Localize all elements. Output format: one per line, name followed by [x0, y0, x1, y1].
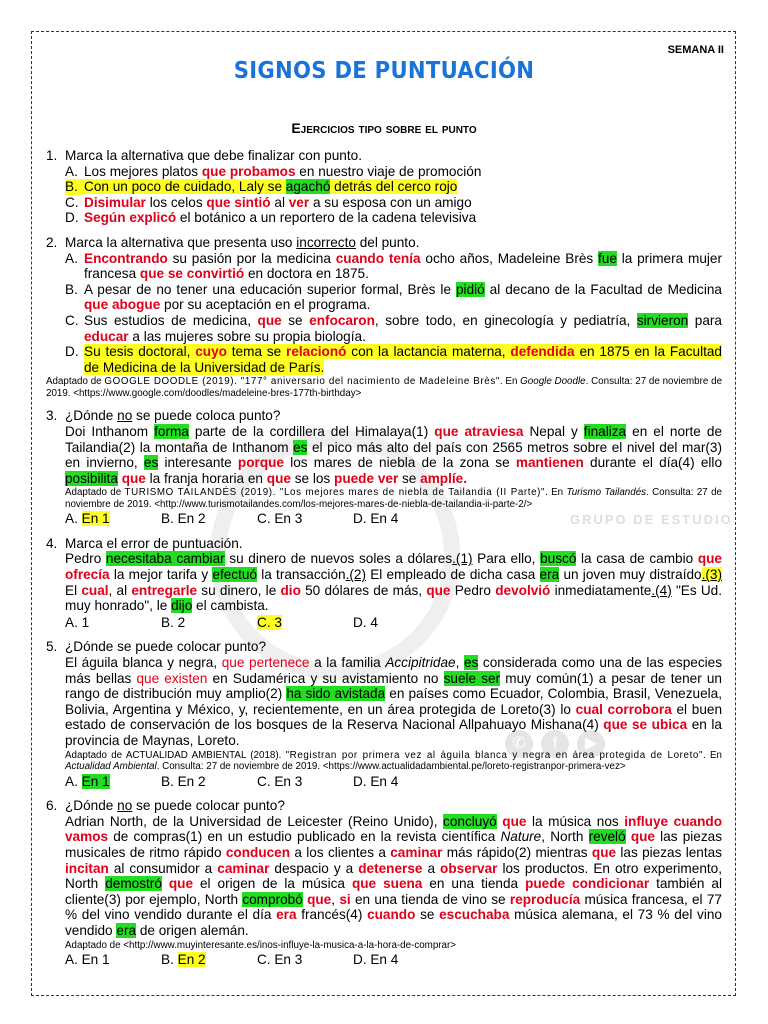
option-c: C. Disimular los celos que sintió al ver a su esposa con un amigo — [65, 194, 472, 210]
question-stem: Marca la alternativa que debe finalizar con punto. — [65, 148, 362, 163]
question-6: 6. ¿Dónde no se puede colocar punto? Adrian North, de la Universidad de Leicester (Reino Unido), concluyó que la música nos influye cuando vamos de compras(1) en un estudio publicado en la revista científica Nature, North reveló que las piezas musicales de ritmo rápido conducen a los clientes a caminar más rápido(2) mientras que las piezas lentas incitan al consumidor a caminar despacio y a detenerse a observar los productos. En otro experimento, North demostró que el origen de la música que suena en una tienda puede condicionar también al cliente(3) por ejemplo, North comprobó que, si en una tienda de vino se reproducía música francesa, el 77 % del vino vendido durante el día era francés(4) cuando se escuchaba música alemana, el 73 % del vino vendido era de origen alemán. Adaptado de <http://www.muyinteresante.es/inos-influye-la-musica-a-la-hora-de-comprar> A. En 1 B. En 2 C. En 3 D. En 4 — [46, 798, 722, 968]
option-d: D. En 4 — [353, 773, 399, 789]
question-stem: Marca la alternativa que presenta uso incorrecto del punto. — [65, 234, 420, 250]
option-d: D. Según explicó el botánico a un reportero de la cadena televisiva — [65, 210, 477, 226]
option-c: C. En 3 — [257, 773, 303, 789]
option-a: A. En 1 — [65, 952, 110, 968]
passage-text: Adrian North, de la Universidad de Leicester (Reino Unido), concluyó que la música nos influye cuando vamos de compras(1) en un estudio publicado en la revista científica Nature, North reveló que las piezas musicales de ritmo rápido conducen a los clientes a caminar más rápido(2) mientras que las piezas lentas incitan al consumidor a caminar despacio y a detenerse a observar los productos. En otro experimento, North demostró que el origen de la música que suena en una tienda puede condicionar también al cliente(3) por ejemplo, North comprobó que, si en una tienda de vino se reproducía música francesa, el 77 % del vino vendido durante el día era francés(4) cuando se escuchaba música alemana, el 73 % del vino vendido era de origen alemán. — [65, 813, 722, 938]
question-5: 5. ¿Dónde se puede colocar punto? El águila blanca y negra, que pertenece a la familia Accipitridae, es considerada como una de las especies más bellas que existen en Sudamérica y su avistamiento no suele ser muy común(1) a pesar de tener un rango de distribución muy amplio(2) ha sido avistada en países como Ecuador, Colombia, Brasil, Venezuela, Bolivia, Argentina y México, y, recientemente, en un área protegida de Loreto(3) lo cual corrobora el buen estado de conservación de los bosques de la Reserva Nacional Allpahuayo Mishana(4) que se ubica en la provincia de Maynas, Loreto. Adaptado de ACTUALIDAD AMBIENTAL (2018). "Registran por primera vez al águila blanca y negra en área protegida de Loreto". En Actualidad Ambiental. Consulta: 27 de noviembre de 2019. <https://www.actualidadambiental.pe/loreto-registranpor-primera-vez> A. En 1 B. En 2 C. En 3 D. En 4 — [46, 639, 723, 789]
source-citation: Adaptado de GOOGLE DOODLE (2019). "177° aniversario del nacimiento de Madeleine Brès". En Google Doodle. Consulta: 27 de noviembre de 2019. <https://www.google.com/doodles/madeleine-bres-177th-birthday> — [46, 376, 723, 399]
option-a: A. Encontrando su pasión por la medicina cuando tenía ocho años, Madeleine Brès fue la primera mujer francesa que se convirtió en doctora en 1875. — [65, 250, 722, 282]
option-c: C. 3 — [257, 614, 282, 630]
option-a: A. En 1 — [65, 773, 110, 789]
option-b: B. En 2 — [161, 952, 206, 968]
option-b: B. Con un poco de cuidado, Laly se agachó detrás del cerco rojo — [65, 179, 458, 195]
option-b: B. 2 — [161, 614, 186, 630]
answer-options — [46, 952, 722, 968]
answer-options — [46, 511, 722, 527]
page-title: SIGNOS DE PUNTUACIÓN — [233, 58, 535, 84]
facebook-icon: f — [541, 730, 569, 758]
answer-options — [46, 615, 722, 631]
passage-text: Doi Inthanom forma parte de la cordillera del Himalaya(1) que atraviesa Nepal y finaliza en el norte de Tailandia(2) la montaña de Inthanom es el pico más alto del país con 2565 metros sobre el nivel del mar(3) en invierno, es interesante porque los mares de niebla de la zona se mantienen durante el día(4) ello posibilita que la franja horaria en que se los puede ver se amplíe. — [65, 423, 723, 486]
whatsapp-icon: ✆ — [505, 730, 533, 758]
option-b: B. En 2 — [161, 511, 206, 527]
week-label: SEMANA II — [667, 44, 724, 56]
question-4: 4. Marca el error de puntuación. Pedro necesitaba cambiar su dinero de nuevos soles a dólares.(1) Para ello, buscó la casa de cambio que ofrecía la mejor tarifa y efectuó la transacción.(2) El empleado de dicha casa era un joven muy distraído.(3) El cual, al entregarle su dinero, le dio 50 dólares de más, que Pedro devolvió inmediatamente.(4) "Es Ud. muy honrado", le dijo el cambista. A. 1 B. 2 C. 3 D. 4 — [46, 535, 723, 630]
option-a: A. En 1 — [65, 511, 110, 527]
passage-text: Pedro necesitaba cambiar su dinero de nuevos soles a dólares.(1) Para ello, buscó la casa de cambio que ofrecía la mejor tarifa y efectuó la transacción.(2) El empleado de dicha casa era un joven muy distraído.(3) El cual, al entregarle su dinero, le dio 50 dólares de más, que Pedro devolvió inmediatamente.(4) "Es Ud. muy honrado", le dijo el cambista. — [65, 551, 723, 614]
option-a: A. Los mejores platos que probamos en nuestro viaje de promoción — [65, 163, 482, 179]
option-a: A. 1 — [65, 614, 90, 630]
option-d: D. 4 — [353, 614, 378, 630]
option-d: D. En 4 — [353, 952, 399, 968]
source-citation: Adaptado de TURISMO TAILANDÉS (2019). "Los mejores mares de niebla de Tailandia (II Parte)". En Turismo Tailandés. Consulta: 27 de noviembre de 2019. <http://www.turismotailandes.com/los-mejores-mares-de-niebla-de-tailandia-ii-parte-2/> — [65, 487, 722, 510]
option-d: D. Su tesis doctoral, cuyo tema se relacionó con la lactancia materna, defendida en 1875 en la Facultad de Medicina de la Universidad de París. — [65, 344, 722, 375]
option-b: B. En 2 — [161, 773, 206, 789]
question-stem: ¿Dónde no se puede colocar punto? — [65, 798, 285, 814]
question-2: 2. Marca la alternativa que presenta uso incorrecto del punto. A. Encontrando su pasión por la medicina cuando tenía ocho años, Madeleine Brès fue la primera mujer francesa que se convirtió en doctora en 1875. B. A pesar de no tener una educación superior formal, Brès le pidió al decano de la Facultad de Medicina que abogue por su aceptación en el programa. C. Sus estudios de medicina, que se enfocaron, sobre todo, en ginecología y pediatría, sirvieron para educar a las mujeres sobre su propia biología. D. Su tesis doctoral, cuyo tema se relacionó con la lactancia materna, defendida en 1875 en la Facultad de Medicina de la Universidad de París. Adaptado de GOOGLE DOODLE (2019). "177° aniversario del nacimiento de Madeleine Brès". En Google Doodle. Consulta: 27 de noviembre de 2019. <https://www.google.com/doodles/madeleine-bres-177th-birthday> — [46, 234, 723, 399]
youtube-icon: ▶ — [577, 730, 605, 758]
answer-options — [46, 774, 722, 790]
option-c: C. En 3 — [257, 511, 303, 527]
question-3: 3. ¿Dónde no se puede coloca punto? Doi Inthanom forma parte de la cordillera del Himalaya(1) que atraviesa Nepal y finaliza en el norte de Tailandia(2) la montaña de Inthanom es el pico más alto del país con 2565 metros sobre el nivel del mar(3) en invierno, es interesante porque los mares de niebla de la zona se mantienen durante el día(4) ello posibilita que la franja horaria en que se los puede ver se amplíe. Adaptado de TURISMO TAILANDÉS (2019). "Los mejores mares de niebla de Tailandia (II Parte)". En Turismo Tailandés. Consulta: 27 de noviembre de 2019. <http://www.turismotailandes.com/los-mejores-mares-de-niebla-de-tailandia-ii-parte-2/> A. En 1 B. En 2 C. En 3 D. En 4 — [46, 408, 723, 527]
option-c: C. En 3 — [257, 952, 303, 968]
watermark-text: GRUPO DE ESTUDIO — [570, 512, 733, 527]
source-citation: Adaptado de ACTUALIDAD AMBIENTAL (2018). "Registran por primera vez al águila blanca y negra en área protegida de Loreto". En Actualidad Ambiental. Consulta: 27 de noviembre de 2019. <https://www.actualidadambiental.pe/loreto-registranpor-primera-vez> — [65, 749, 722, 773]
section-subtitle: Ejercicios tipo sobre el punto — [291, 120, 477, 136]
source-citation: Adaptado de <http://www.muyinteresante.es/inos-influye-la-musica-a-la-hora-de-comprar> — [65, 939, 456, 951]
option-c: C. Sus estudios de medicina, que se enfocaron, sobre todo, en ginecología y pediatría, sirvieron para educar a las mujeres sobre su propia biología. — [65, 312, 722, 344]
question-stem: Marca el error de puntuación. — [65, 535, 243, 551]
question-stem: ¿Dónde no se puede coloca punto? — [65, 408, 281, 424]
option-b: B. A pesar de no tener una educación superior formal, Brès le pidió al decano de la Facultad de Medicina que abogue por su aceptación en el programa. — [65, 281, 722, 313]
question-stem: ¿Dónde se puede colocar punto? — [65, 639, 267, 655]
option-d: D. En 4 — [353, 511, 399, 527]
passage-text: El águila blanca y negra, que pertenece a la familia Accipitridae, es considerada como una de las especies más bellas que existen en Sudamérica y su avistamiento no suele ser muy común(1) a pesar de tener un rango de distribución muy amplio(2) ha sido avistada en países como Ecuador, Colombia, Brasil, Venezuela, Bolivia, Argentina y México, y, recientemente, en un área protegida de Loreto(3) lo cual corrobora el buen estado de conservación de los bosques de la Reserva Nacional Allpahuayo Mishana(4) que se ubica en la provincia de Maynas, Loreto. — [65, 655, 723, 748]
exercise-list — [46, 148, 722, 968]
question-1: 1. Marca la alternativa que debe finalizar con punto. A. Los mejores platos que probamos en nuestro viaje de promoción B. Con un poco de cuidado, Laly se agachó detrás del cerco rojo C. Disimular los celos que sintió al ver a su esposa con un amigo D. Según explicó el botánico a un reportero de la cadena televisiva — [46, 148, 722, 226]
